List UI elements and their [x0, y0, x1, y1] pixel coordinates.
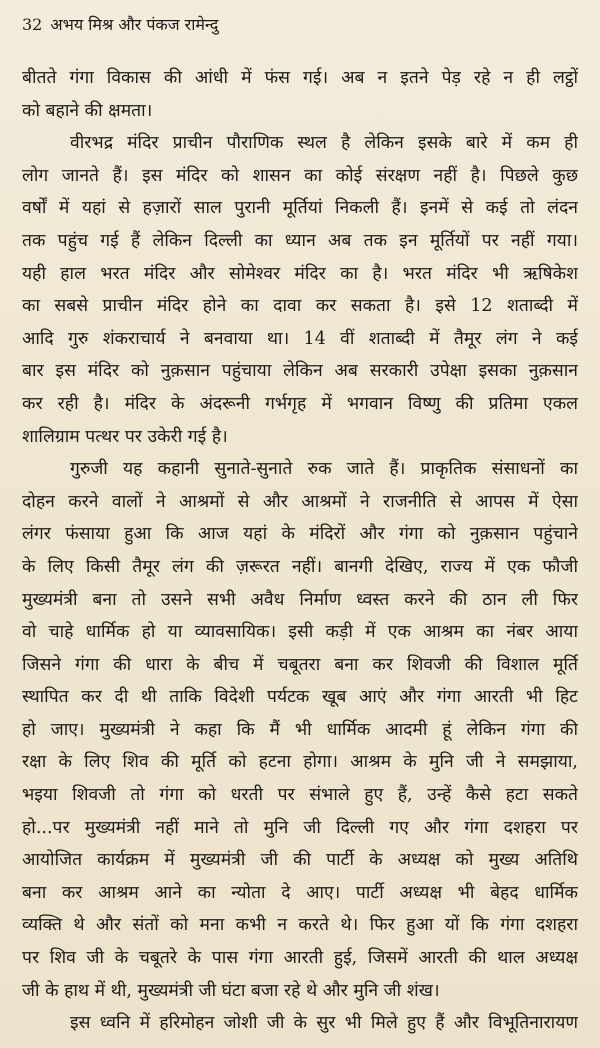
page-number: 32 — [22, 15, 43, 34]
text-line: पर शिव जी के चबूतरे के पास गंगा आरती हुई, जिसमें आरती की थाल अध्यक्ष — [22, 948, 578, 969]
text-line: के लिए किसी तैमूर लंग की ज़रूरत नहीं। बानगी देखिए, राज्य में एक फौजी — [22, 556, 578, 577]
text-line: मुख्यमंत्री बना तो उसने सभी अवैध निर्माण ध्वस्त करने की ठान ली फिर — [22, 589, 578, 610]
text-line: लोग जानते हैं। इस मंदिर को शासन का कोई संरक्षण नहीं है। पिछले कुछ — [22, 165, 578, 186]
text-line: जी के हाथ में थी, मुख्यमंत्री जी घंटा बजा रहे थे और मुनि जी शंख। — [22, 980, 440, 1001]
text-line: आयोजित कार्यक्रम में मुख्यमंत्री जी की पार्टी के अध्यक्ष को मुख्य अतिथि — [22, 850, 578, 871]
text-line: वीरभद्र मंदिर प्राचीन पौराणिक स्थल है लेकिन इसके बारे में कम ही — [70, 133, 578, 154]
text-line: वो चाहे धार्मिक हो या व्यावसायिक। इसी कड़ी में एक आश्रम का नंबर आया — [22, 622, 578, 643]
text-line: हो...पर मुख्यमंत्री नहीं माने तो मुनि जी दिल्ली गए और गंगा दशहरा पर — [22, 817, 578, 838]
text-line: बीतते गंगा विकास की आंधी में फंस गई। अब न इतने पेड़ रहे न ही लट्ठों — [22, 68, 578, 88]
text-line: शालिग्राम पत्थर पर उकेरी गई है। — [22, 426, 228, 447]
text-line: वर्षों में यहां से हज़ारों साल पुरानी मूर्तियां निकली हैं। इनमें से कई तो लंदन — [22, 198, 578, 219]
text-line: को बहाने की क्षमता। — [22, 100, 153, 121]
text-line: जिसने गंगा की धारा के बीच में चबूतरा बना कर शिवजी की विशाल मूर्ति — [22, 654, 578, 675]
text-line: दोहन करने वालों ने आश्रमों से और आश्रमों ने राजनीति से आपस में ऐसा — [22, 491, 578, 512]
text-line: स्थापित कर दी थी ताकि विदेशी पर्यटक खूब आएं और गंगा आरती भी हिट — [22, 687, 578, 708]
text-line: हो जाए। मुख्यमंत्री ने कहा कि मैं भी धार्मिक आदमी हूं लेकिन गंगा की — [22, 719, 578, 740]
text-line: का सबसे प्राचीन मंदिर होने का दावा कर सकता है। इसे 12 शताब्दी में — [22, 296, 578, 317]
text-line: इस ध्वनि में हरिमोहन जोशी जी के सुर भी मिले हुए हैं और विभूतिनारायण — [70, 1013, 578, 1034]
running-header — [22, 14, 578, 46]
text-line: रक्षा के लिए शिव की मूर्ति को हटना होगा। आश्रम के मुनि जी ने समझाया, — [22, 752, 578, 773]
text-line: भइया शिवजी तो गंगा को धरती पर संभाले हुए हैं, उन्हें कैसे हटा सकते — [22, 785, 578, 806]
text-line: लंगर फंसाया हुआ कि आज यहां के मंदिरों और गंगा को नुक़सान पहुंचाने — [22, 524, 578, 545]
text-line: व्यक्ति थे और संतों को मना कभी न करते थे। फिर हुआ यों कि गंगा दशहरा — [22, 915, 578, 936]
text-line: कर रही है। मंदिर के अंदरूनी गर्भगृह में भगवान विष्णु की प्रतिमा एकल — [22, 393, 578, 414]
text-line: तक पहुंच गई हैं लेकिन दिल्ली का ध्यान अब तक इन मूर्तियों पर नहीं गया। — [22, 230, 578, 251]
running-header-authors: अभय मिश्र और पंकज रामेन्दु — [50, 15, 219, 34]
text-line: बना कर आश्रम आने का न्योता दे आए। पार्टी अध्यक्ष भी बेहद धार्मिक — [22, 882, 578, 903]
text-line: बार इस मंदिर को नुक़सान पहुंचाया लेकिन अब सरकारी उपेक्षा इसका नुक़सान — [22, 361, 578, 382]
text-line: यही हाल भरत मंदिर और सोमेश्वर मंदिर का है। भरत मंदिर भी ऋषिकेश — [22, 263, 578, 284]
text-line: गुरुजी यह कहानी सुनाते-सुनाते रुक जाते हैं। प्राकृतिक संसाधनों का — [70, 459, 578, 480]
body-text — [22, 62, 578, 1040]
text-line: आदि गुरु शंकराचार्य ने बनवाया था। 14 वीं शताब्दी में तैमूर लंग ने कई — [22, 328, 578, 349]
